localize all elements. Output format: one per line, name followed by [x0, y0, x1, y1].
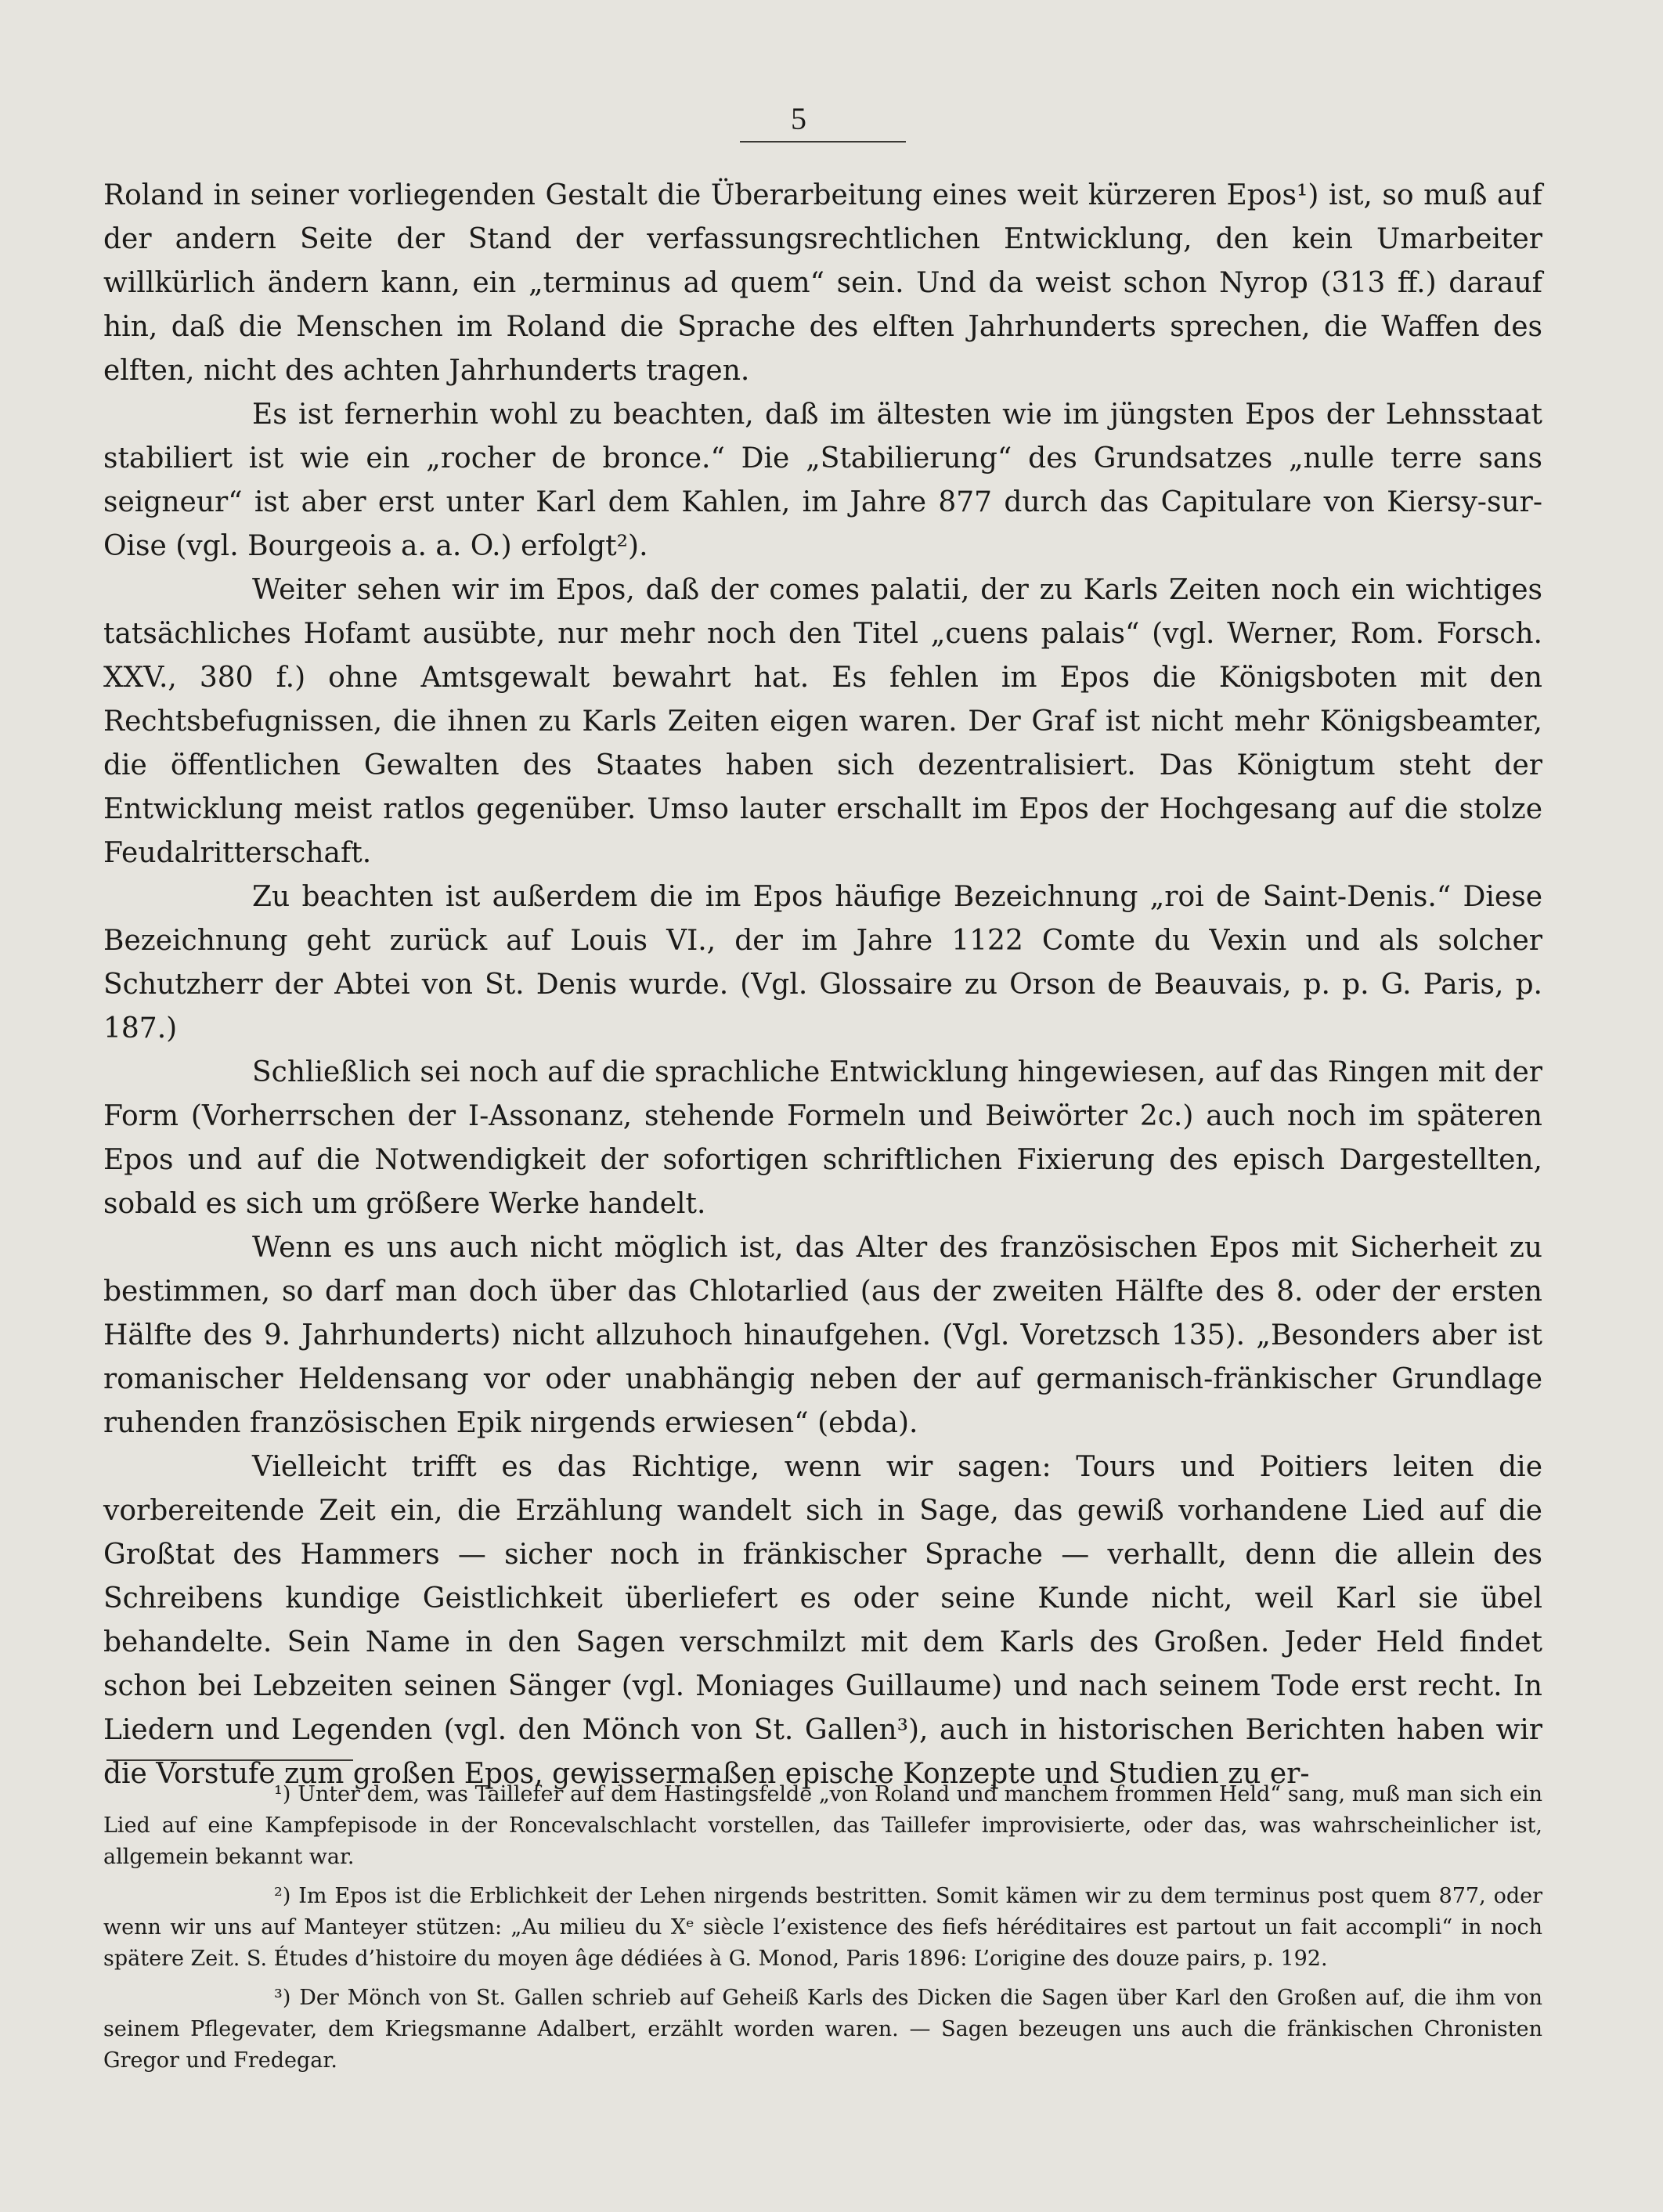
footnote-2: ²) Im Epos ist die Erblichkeit der Lehen nirgends bestritten. Somit kämen wir zu dem terminus post quem 877, oder wenn wir uns auf Manteyer stützen: „Au milieu du Xᵉ siècle l’existence des fiefs héréditaires est partout un fait accompli“ in noch spätere Zeit. S. Études d’histoire du moyen âge dédiées à G. Monod, Paris 1896: L’origine des douze pairs, p. 192. [103, 1884, 1542, 1971]
footnote-rule [106, 1759, 353, 1761]
paragraph-1: Roland in seiner vorliegenden Gestalt die Überarbeitung eines weit kürzeren Epos¹) ist, so muß auf der andern Seite der Stand der verfassungsrechtlichen Entwicklung, den kein Umarbeiter willkürlich ändern kann, ein „terminus ad quem“ sein. Und da weist schon Nyrop (313 ff.) darauf hin, daß die Menschen im Roland die Sprache des elften Jahrhunderts sprechen, die Waffen des elften, nicht des achten Jahrhunderts tragen. [103, 179, 1542, 387]
paragraph-3: Weiter sehen wir im Epos, daß der comes palatii, der zu Karls Zeiten noch ein wichtiges tatsächliches Hofamt ausübte, nur mehr noch den Titel „cuens palais“ (vgl. Werner, Rom. Forsch. XXV., 380 f.) ohne Amtsgewalt bewahrt hat. Es fehlen im Epos die Königsboten mit den Rechtsbefugnissen, die ihnen zu Karls Zeiten eigen waren. Der Graf ist nicht mehr Königsbeamter, die öffentlichen Gewalten des Staates haben sich dezentralisiert. Das Königtum steht der Entwicklung meist ratlos gegenüber. Umso lauter erschallt im Epos der Hochgesang auf die stolze Feudalritterschaft. [103, 574, 1542, 869]
footnote-1: ¹) Unter dem, was Taillefer auf dem Hastingsfelde „von Roland und manchem frommen Held“ sang, muß man sich ein Lied auf eine Kampfepisode in der Roncevalschlacht vorstellen, das Taillefer improvisierte, oder das, was wahrscheinlicher ist, allgemein bekannt war. [103, 1782, 1542, 1869]
paragraph-2: Es ist fernerhin wohl zu beachten, daß im ältesten wie im jüngsten Epos der Lehnsstaat stabiliert ist wie ein „rocher de bronce.“ Die „Stabilierung“ des Grundsatzes „nulle terre sans seigneur“ ist aber erst unter Karl dem Kahlen, im Jahre 877 durch das Capitulare von Kiersy-sur-Oise (vgl. Bourgeois a. a. O.) erfolgt²). [103, 399, 1542, 562]
body-text [103, 174, 1542, 1796]
paragraph-6: Wenn es uns auch nicht möglich ist, das Alter des französischen Epos mit Sicherheit zu bestimmen, so darf man doch über das Chlotarlied (aus der zweiten Hälfte des 8. oder der ersten Hälfte des 9. Jahrhunderts) nicht allzuhoch hinaufgehen. (Vgl. Voretzsch 135). „Besonders aber ist romanischer Heldensang vor oder unabhängig neben der auf germanisch-fränkischer Grundlage ruhenden französischen Epik nirgends erwiesen“ (ebda). [103, 1232, 1542, 1439]
paragraph-7: Vielleicht trifft es das Richtige, wenn wir sagen: Tours und Poitiers leiten die vorbereitende Zeit ein, die Erzählung wandelt sich in Sage, das gewiß vorhandene Lied auf die Großtat des Hammers — sicher noch in fränkischer Sprache — verhallt, denn die allein des Schreibens kundige Geistlichkeit überliefert es oder seine Kunde nicht, weil Karl sie übel behandelte. Sein Name in den Sagen verschmilzt mit dem Karls des Großen. Jeder Held findet schon bei Lebzeiten seinen Sänger (vgl. Moniages Guillaume) und nach seinem Tode erst recht. In Liedern und Legenden (vgl. den Mönch von St. Gallen³), auch in historischen Berichten haben wir die Vorstufe zum großen Epos, gewissermaßen epische Konzepte und Studien zu er- [103, 1451, 1542, 1790]
paragraph-5: Schließlich sei noch auf die sprachliche Entwicklung hingewiesen, auf das Ringen mit der Form (Vorherrschen der I-Assonanz, stehende Formeln und Beiwörter 2c.) auch noch im späteren Epos und auf die Notwendigkeit der sofortigen schriftlichen Fixierung des episch Dargestellten, sobald es sich um größere Werke handelt. [103, 1056, 1542, 1220]
page-number: 5 [791, 101, 806, 136]
paragraph-4: Zu beachten ist außerdem die im Epos häufige Bezeichnung „roi de Saint-Denis.“ Diese Bezeichnung geht zurück auf Louis VI., der im Jahre 1122 Comte du Vexin und als solcher Schutzherr der Abtei von St. Denis wurde. (Vgl. Glossaire zu Orson de Beauvais, p. p. G. Paris, p. 187.) [103, 881, 1542, 1045]
header-rule [740, 141, 906, 143]
footnote-3: ³) Der Mönch von St. Gallen schrieb auf Geheiß Karls des Dicken die Sagen über Karl den Großen auf, die ihm von seinem Pflegevater, dem Kriegsmanne Adalbert, erzählt worden waren. — Sagen bezeugen uns auch die fränkischen Chronisten Gregor und Fredegar. [103, 1986, 1542, 2073]
footnotes [103, 1779, 1542, 2077]
